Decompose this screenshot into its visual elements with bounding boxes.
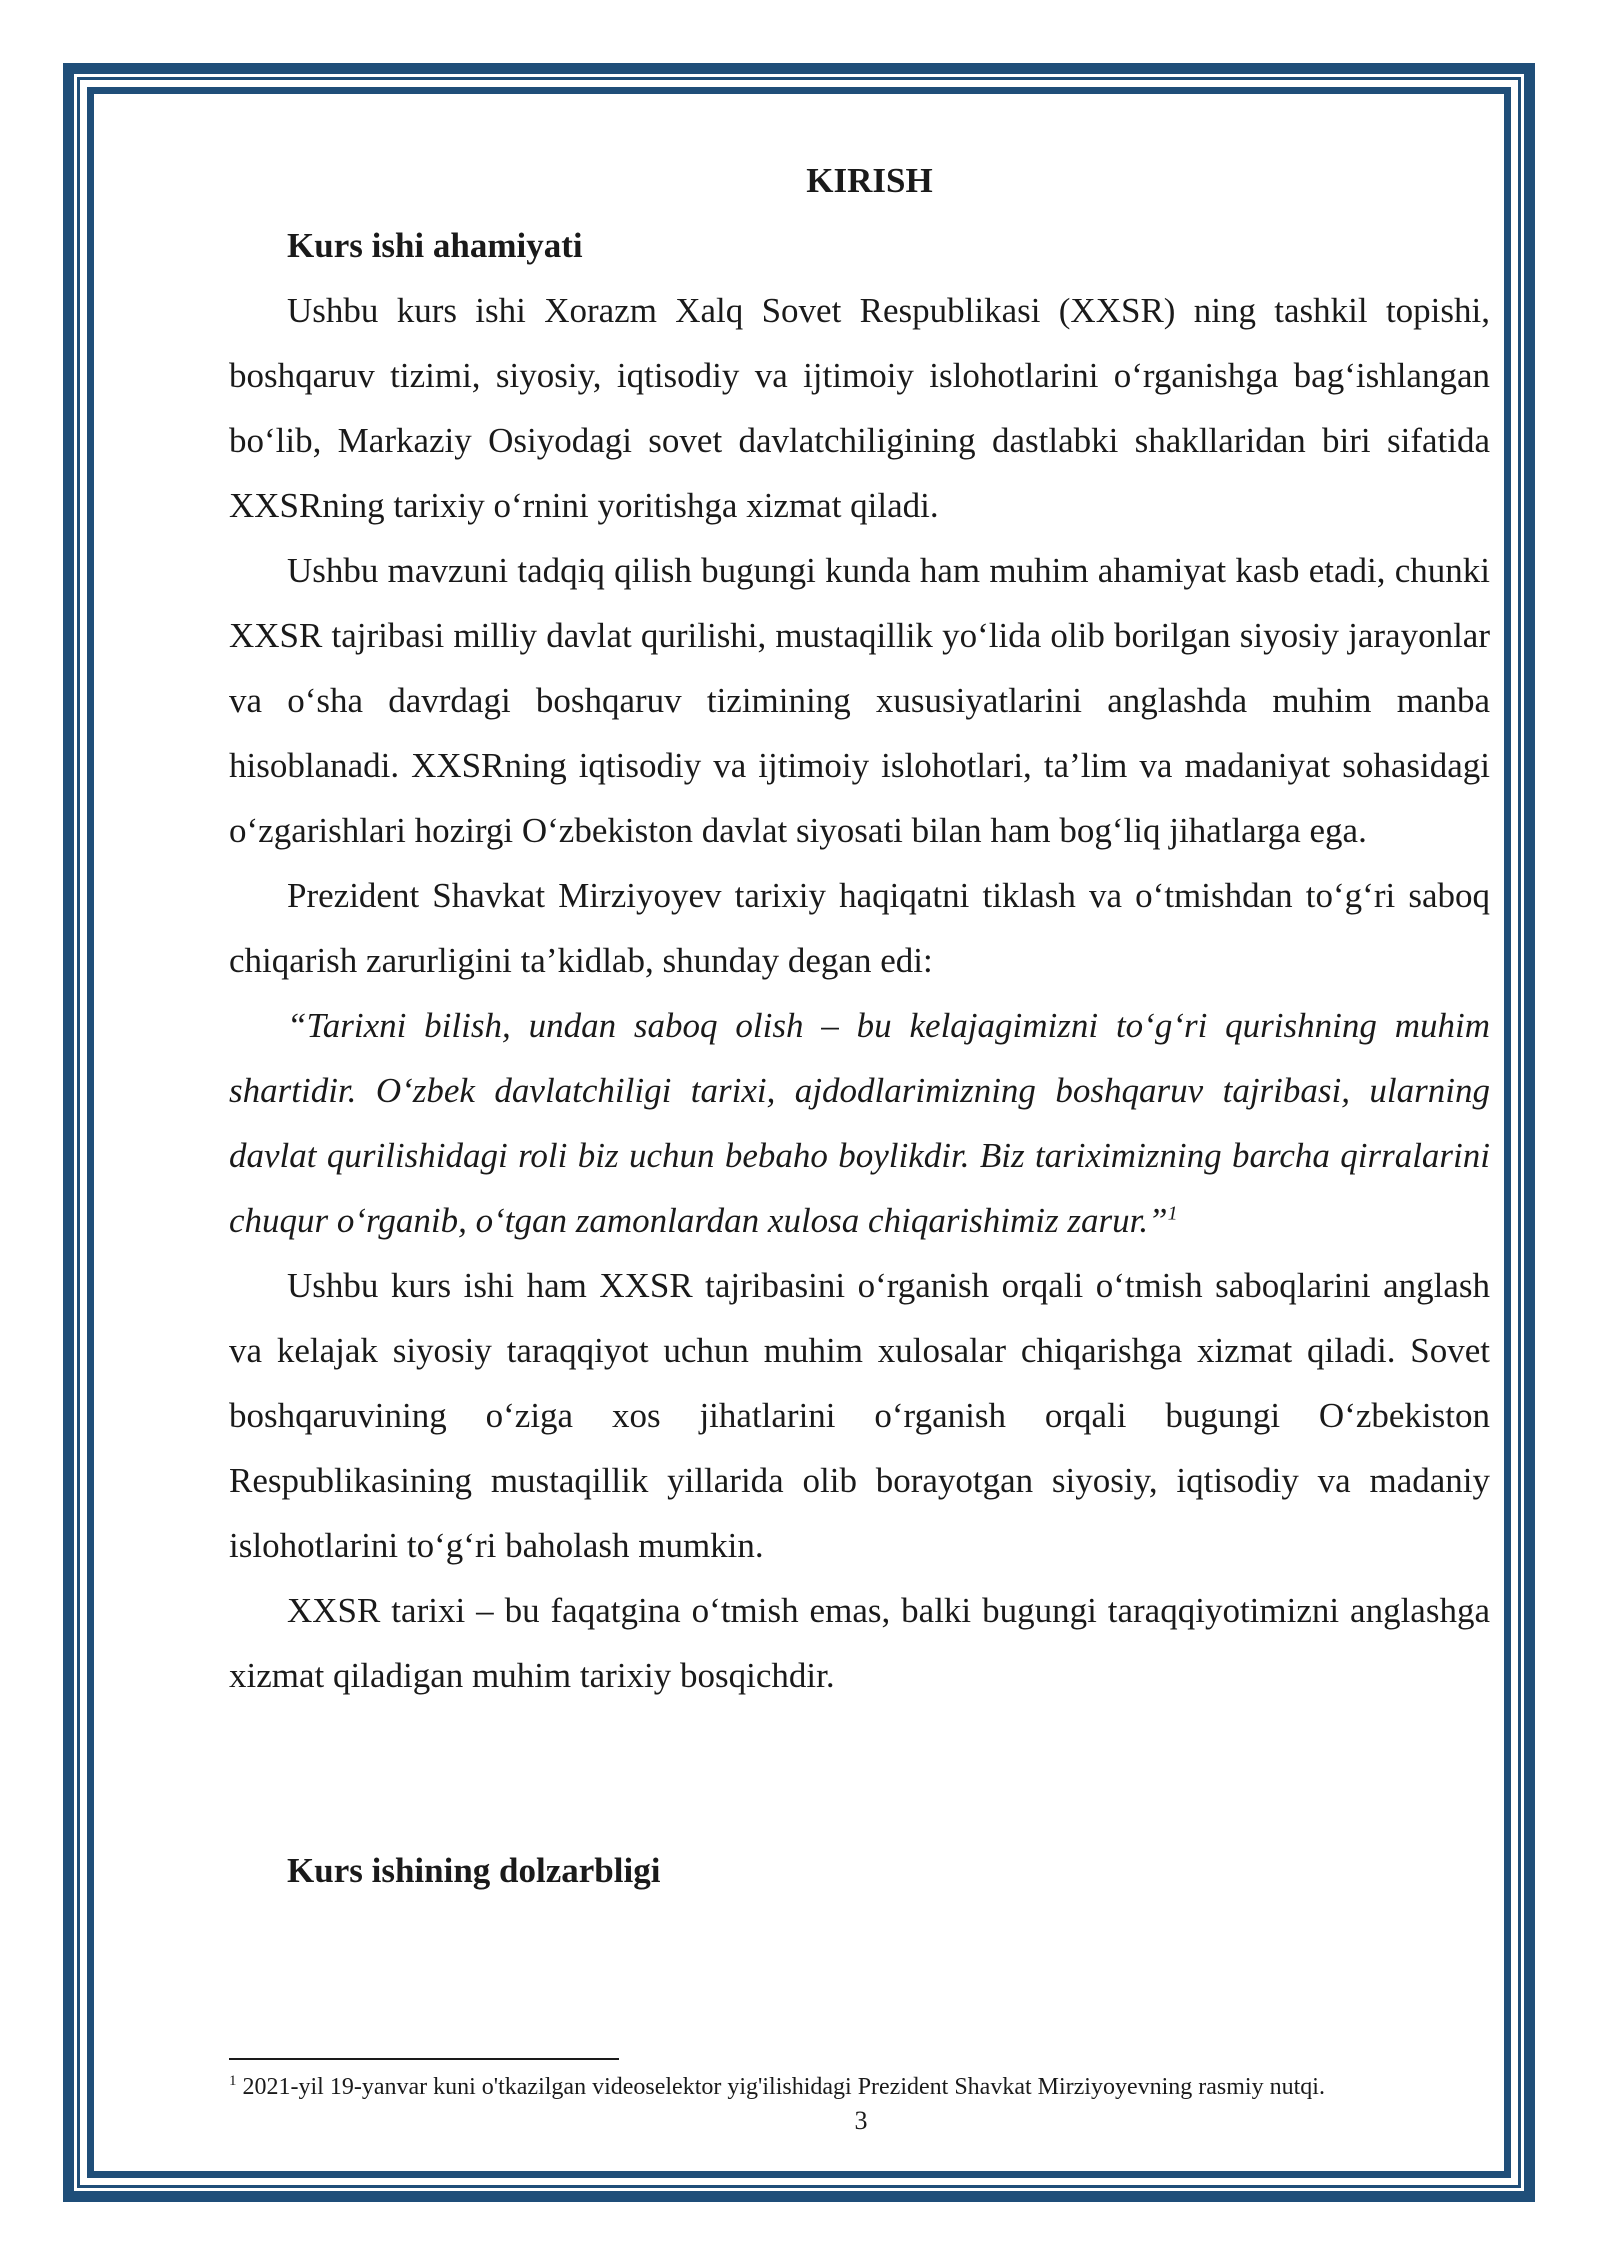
document-body bbox=[229, 148, 1490, 1903]
footnote-separator bbox=[229, 2058, 619, 2060]
footnote-mark: 1 bbox=[229, 2073, 237, 2089]
section-heading-relevance: Kurs ishining dolzarbligi bbox=[287, 1851, 661, 1890]
page-number: 3 bbox=[854, 2106, 868, 2135]
paragraph-2: Ushbu mavzuni tadqiq qilish bugungi kunda ham muhim ahamiyat kasb etadi, chunki XXSR tajribasi milliy davlat qurilishi, mustaqillik yo‘lida olib borilgan siyosiy jarayonlar va o‘sha davrdagi boshqaruv tizimining xususiyatlarini anglashda muhim manba hisoblanadi. XXSRning iqtisodiy va ijtimoiy islohotlari, ta’lim va madaniyat sohasidagi o‘zgarishlari hozirgi O‘zbekiston davlat siyosati bilan ham bog‘liq jihatlarga ega. bbox=[229, 551, 1490, 850]
president-quote bbox=[229, 993, 1490, 1253]
quote-text: “Tarixni bilish, undan saboq olish – bu kelajagimizni to‘g‘ri qurishning muhim shartidir. O‘zbek davlatchiligi tarixi, ajdodlarimizning boshqaruv tajribasi, ularning davlat qurilishidagi roli biz uchun bebaho boylikdir. Biz tariximizning barcha qirralarini chuqur o‘rganib, o‘tgan zamonlardan xulosa chiqarishimiz zarur.” bbox=[229, 1006, 1490, 1240]
section-heading-importance: Kurs ishi ahamiyati bbox=[287, 226, 583, 265]
footnote-text: 2021-yil 19-yanvar kuni o'tkazilgan videoselektor yig'ilishidagi Prezident Shavkat Mirziyoyevning rasmiy nutqi. bbox=[236, 2074, 1325, 2100]
footnote bbox=[229, 2071, 1490, 2103]
paragraph-1: Ushbu kurs ishi Xorazm Xalq Sovet Respublikasi (XXSR) ning tashkil topishi, boshqaruv tizimi, siyosiy, iqtisodiy va ijtimoiy islohotlarini o‘rganishga bag‘ishlangan bo‘lib, Markaziy Osiyodagi sovet davlatchiligining dastlabki shakllaridan biri sifatida XXSRning tarixiy o‘rnini yoritishga xizmat qiladi. bbox=[229, 291, 1490, 525]
section-spacer bbox=[229, 1708, 1490, 1838]
paragraph-3: Prezident Shavkat Mirziyoyev tarixiy haqiqatni tiklash va o‘tmishdan to‘g‘ri saboq chiqarish zarurligini ta’kidlab, shunday degan edi: bbox=[229, 876, 1490, 980]
paragraph-5: XXSR tarixi – bu faqatgina o‘tmish emas, balki bugungi taraqqiyotimizni anglashga xizmat qiladigan muhim tarixiy bosqichdir. bbox=[229, 1591, 1490, 1695]
page-title: KIRISH bbox=[806, 161, 933, 200]
paragraph-4: Ushbu kurs ishi ham XXSR tajribasini o‘rganish orqali o‘tmish saboqlarini anglash va kelajak siyosiy taraqqiyot uchun muhim xulosalar chiqarishga xizmat qiladi. Sovet boshqaruvining o‘ziga xos jihatlarini o‘rganish orqali bugungi O‘zbekiston Respublikasining mustaqillik yillarida olib borayotgan siyosiy, iqtisodiy va madaniy islohotlarini to‘g‘ri baholash mumkin. bbox=[229, 1266, 1490, 1565]
quote-footnote-mark[interactable]: 1 bbox=[1167, 1202, 1178, 1225]
